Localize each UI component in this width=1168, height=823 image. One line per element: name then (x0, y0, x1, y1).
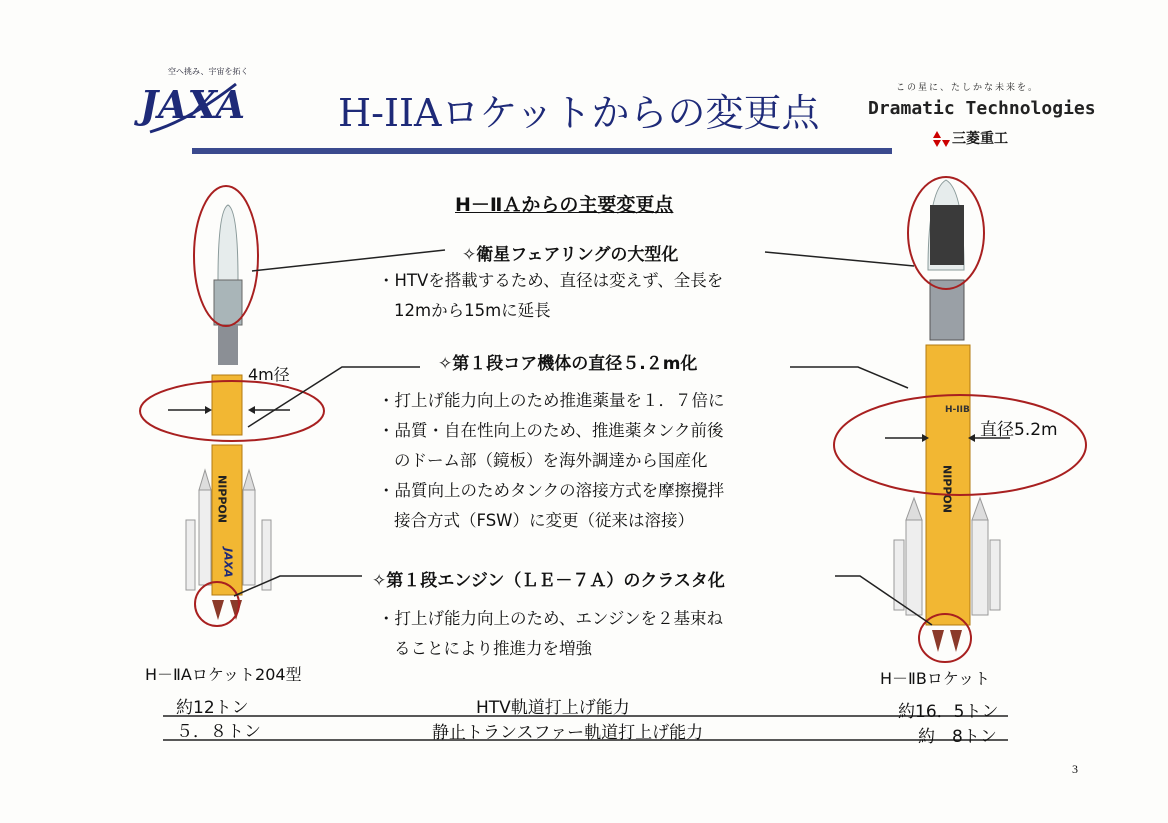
bullet-line: 12mから15mに延長 (394, 301, 551, 320)
page-number: 3 (1072, 762, 1078, 776)
mhi-logo-icon (933, 131, 950, 147)
jaxa-logo (134, 82, 245, 132)
left-rocket-name: H－ⅡAロケット204型 (145, 665, 302, 684)
dramatic-technologies: Dramatic Technologies (868, 98, 1096, 119)
jaxa-logo-text: JAXA (140, 82, 246, 127)
bullet-line: ・打上げ能力向上のため、エンジンを２基束ね (378, 609, 724, 628)
section-engine-bullets (378, 604, 723, 664)
row1-label: HTV軌道打上げ能力 (476, 698, 630, 718)
changes-heading: H－ⅡＡからの主要変更点 (455, 194, 674, 216)
row2-left-value: ５．８トン (176, 722, 261, 742)
bullet-line: ることにより推進力を増強 (394, 639, 592, 658)
bullet-line: 接合方式（FSW）に変更（従来は溶接） (394, 511, 694, 530)
right-diameter-label: 直径5.2m (980, 420, 1058, 440)
bullet-line: ・HTVを搭載するため、直径は変えず、全長を (378, 271, 724, 290)
section-fairing-bullets (378, 266, 723, 326)
bullet-line: ・品質・自在性向上のため、推進薬タンク前後 (378, 421, 724, 440)
section-engine-title: ✧第１段エンジン（ＬＥ－７Ａ）のクラスタ化 (372, 571, 725, 591)
left-diameter-label: 4m径 (248, 365, 290, 384)
mhi-tagline: この星に、たしかな未来を。 (896, 83, 1040, 93)
left-rocket-logo: JAXA (221, 548, 235, 578)
section-core-bullets (378, 386, 725, 536)
left-rocket-body-text: NIPPON (215, 475, 229, 523)
mhi-name: 三菱重工 (952, 131, 1008, 147)
right-rocket-stage-mark: H-IIB (945, 405, 970, 415)
bullet-line: ・打上げ能力向上のため推進薬量を１．７倍に (378, 391, 725, 410)
page-title: H-IIAロケットからの変更点 (338, 91, 820, 135)
row1-right-value: 約16．5トン (898, 702, 999, 722)
bullet-line: のドーム部（鏡板）を海外調達から国産化 (394, 451, 708, 470)
right-rocket-body-text: NIPPON (940, 465, 954, 513)
row2-label: 静止トランスファー軌道打上げ能力 (432, 723, 704, 743)
bullet-line: ・品質向上のためタンクの溶接方式を摩擦攪拌 (378, 481, 725, 500)
title-rule (192, 148, 892, 154)
row1-left-value: 約12トン (176, 698, 249, 718)
section-core-title: ✧第１段コア機体の直径５.２m化 (438, 354, 698, 374)
section-fairing-title: ✧衛星フェアリングの大型化 (462, 245, 679, 265)
right-rocket-name: H－ⅡBロケット (880, 669, 991, 688)
row2-right-value: 約 8トン (918, 727, 997, 747)
jaxa-tagline: 空へ挑み、宇宙を拓く (168, 67, 249, 76)
